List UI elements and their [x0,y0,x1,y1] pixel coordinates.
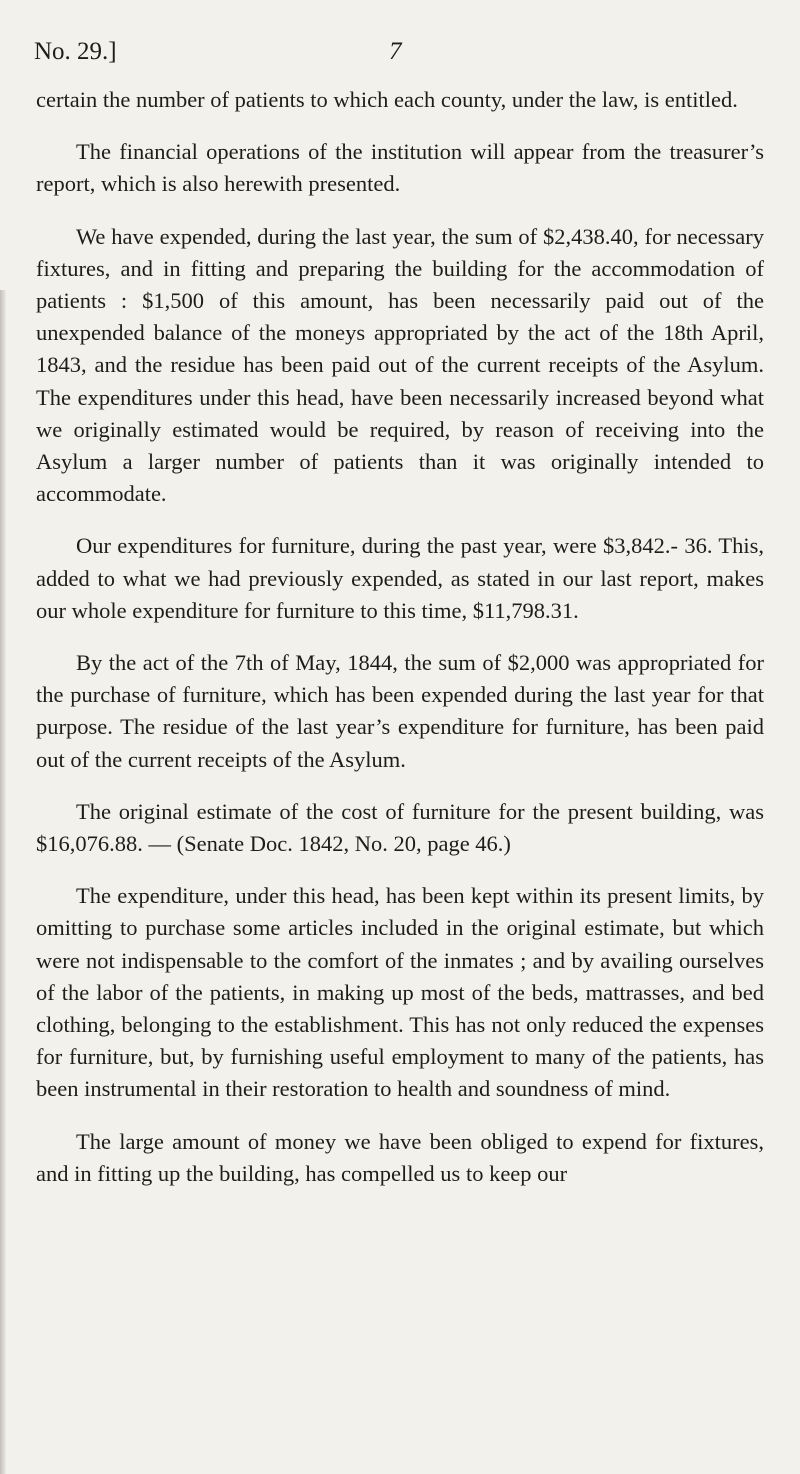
paragraph-fixtures-expenditure: We have expended, during the last year, the sum of $2,438.40, for necessary fixtures, and in fitting and preparing the building for the accommodation of patients : $1,500 of this amount, has been necessarily paid out of the unexpended balance of the moneys appropriated by the act of the 18th April, 1843, and the residue has been paid out of the current receipts of the Asylum. The expenditures under this head, have been necessarily increased beyond what we originally estimated would be required, by reason of receiving into the Asylum a larger number of patients than it was originally intended to accommodate. [36,223,764,507]
paragraph-expenditure-limits: The expenditure, under this head, has been kept within its present limits, by omitting to purchase some articles included in the original estimate, but which were not indispensable to the comfort of the inmates ; and by availing ourselves of the labor of the patients, in making up most of the beds, mattrasses, and bed clothing, belonging to the establishment. This has not only reduced the expenses for furniture, but, by furnishing useful employment to many of the patients, has been instrumental in their restoration to health and soundness of mind. [36,883,764,1102]
paragraph-original-estimate: The original estimate of the cost of furniture for the present building, was $16,076.88. — (Senate Doc. 1842, No. 20, page 46.) [36,798,764,857]
paragraph-large-amount: The large amount of money we have been obliged to expend for fixtures, and in fitting up the building, has compelled us to keep our [36,1128,764,1186]
paragraph-continuation: certain the number of patients to which each county, under the law, is entitled. [36,87,738,112]
page-number: 7 [389,38,402,65]
paragraph-act-may-1844: By the act of the 7th of May, 1844, the sum of $2,000 was appropriated for the purchase of furniture, which has been expended during the last year for that purpose. The residue of the last year’s expenditure for furniture, has been paid out of the current receipts of the Asylum. [36,650,764,772]
document-number: No. 29.] [34,38,117,65]
paragraph-furniture-expenditure: Our expenditures for furniture, during the past year, were $3,842.- 36. This, added to what we had previously expended, as stated in our last report, makes our whole expenditure for furniture to this time, $11,798.31. [36,533,764,623]
body-text [36,84,764,1190]
page-header [34,32,754,72]
page-edge-shadow [0,290,6,1474]
paragraph-financial-operations: The financial operations of the institution will appear from the treasurer’s report, which is also herewith presented. [36,139,764,197]
